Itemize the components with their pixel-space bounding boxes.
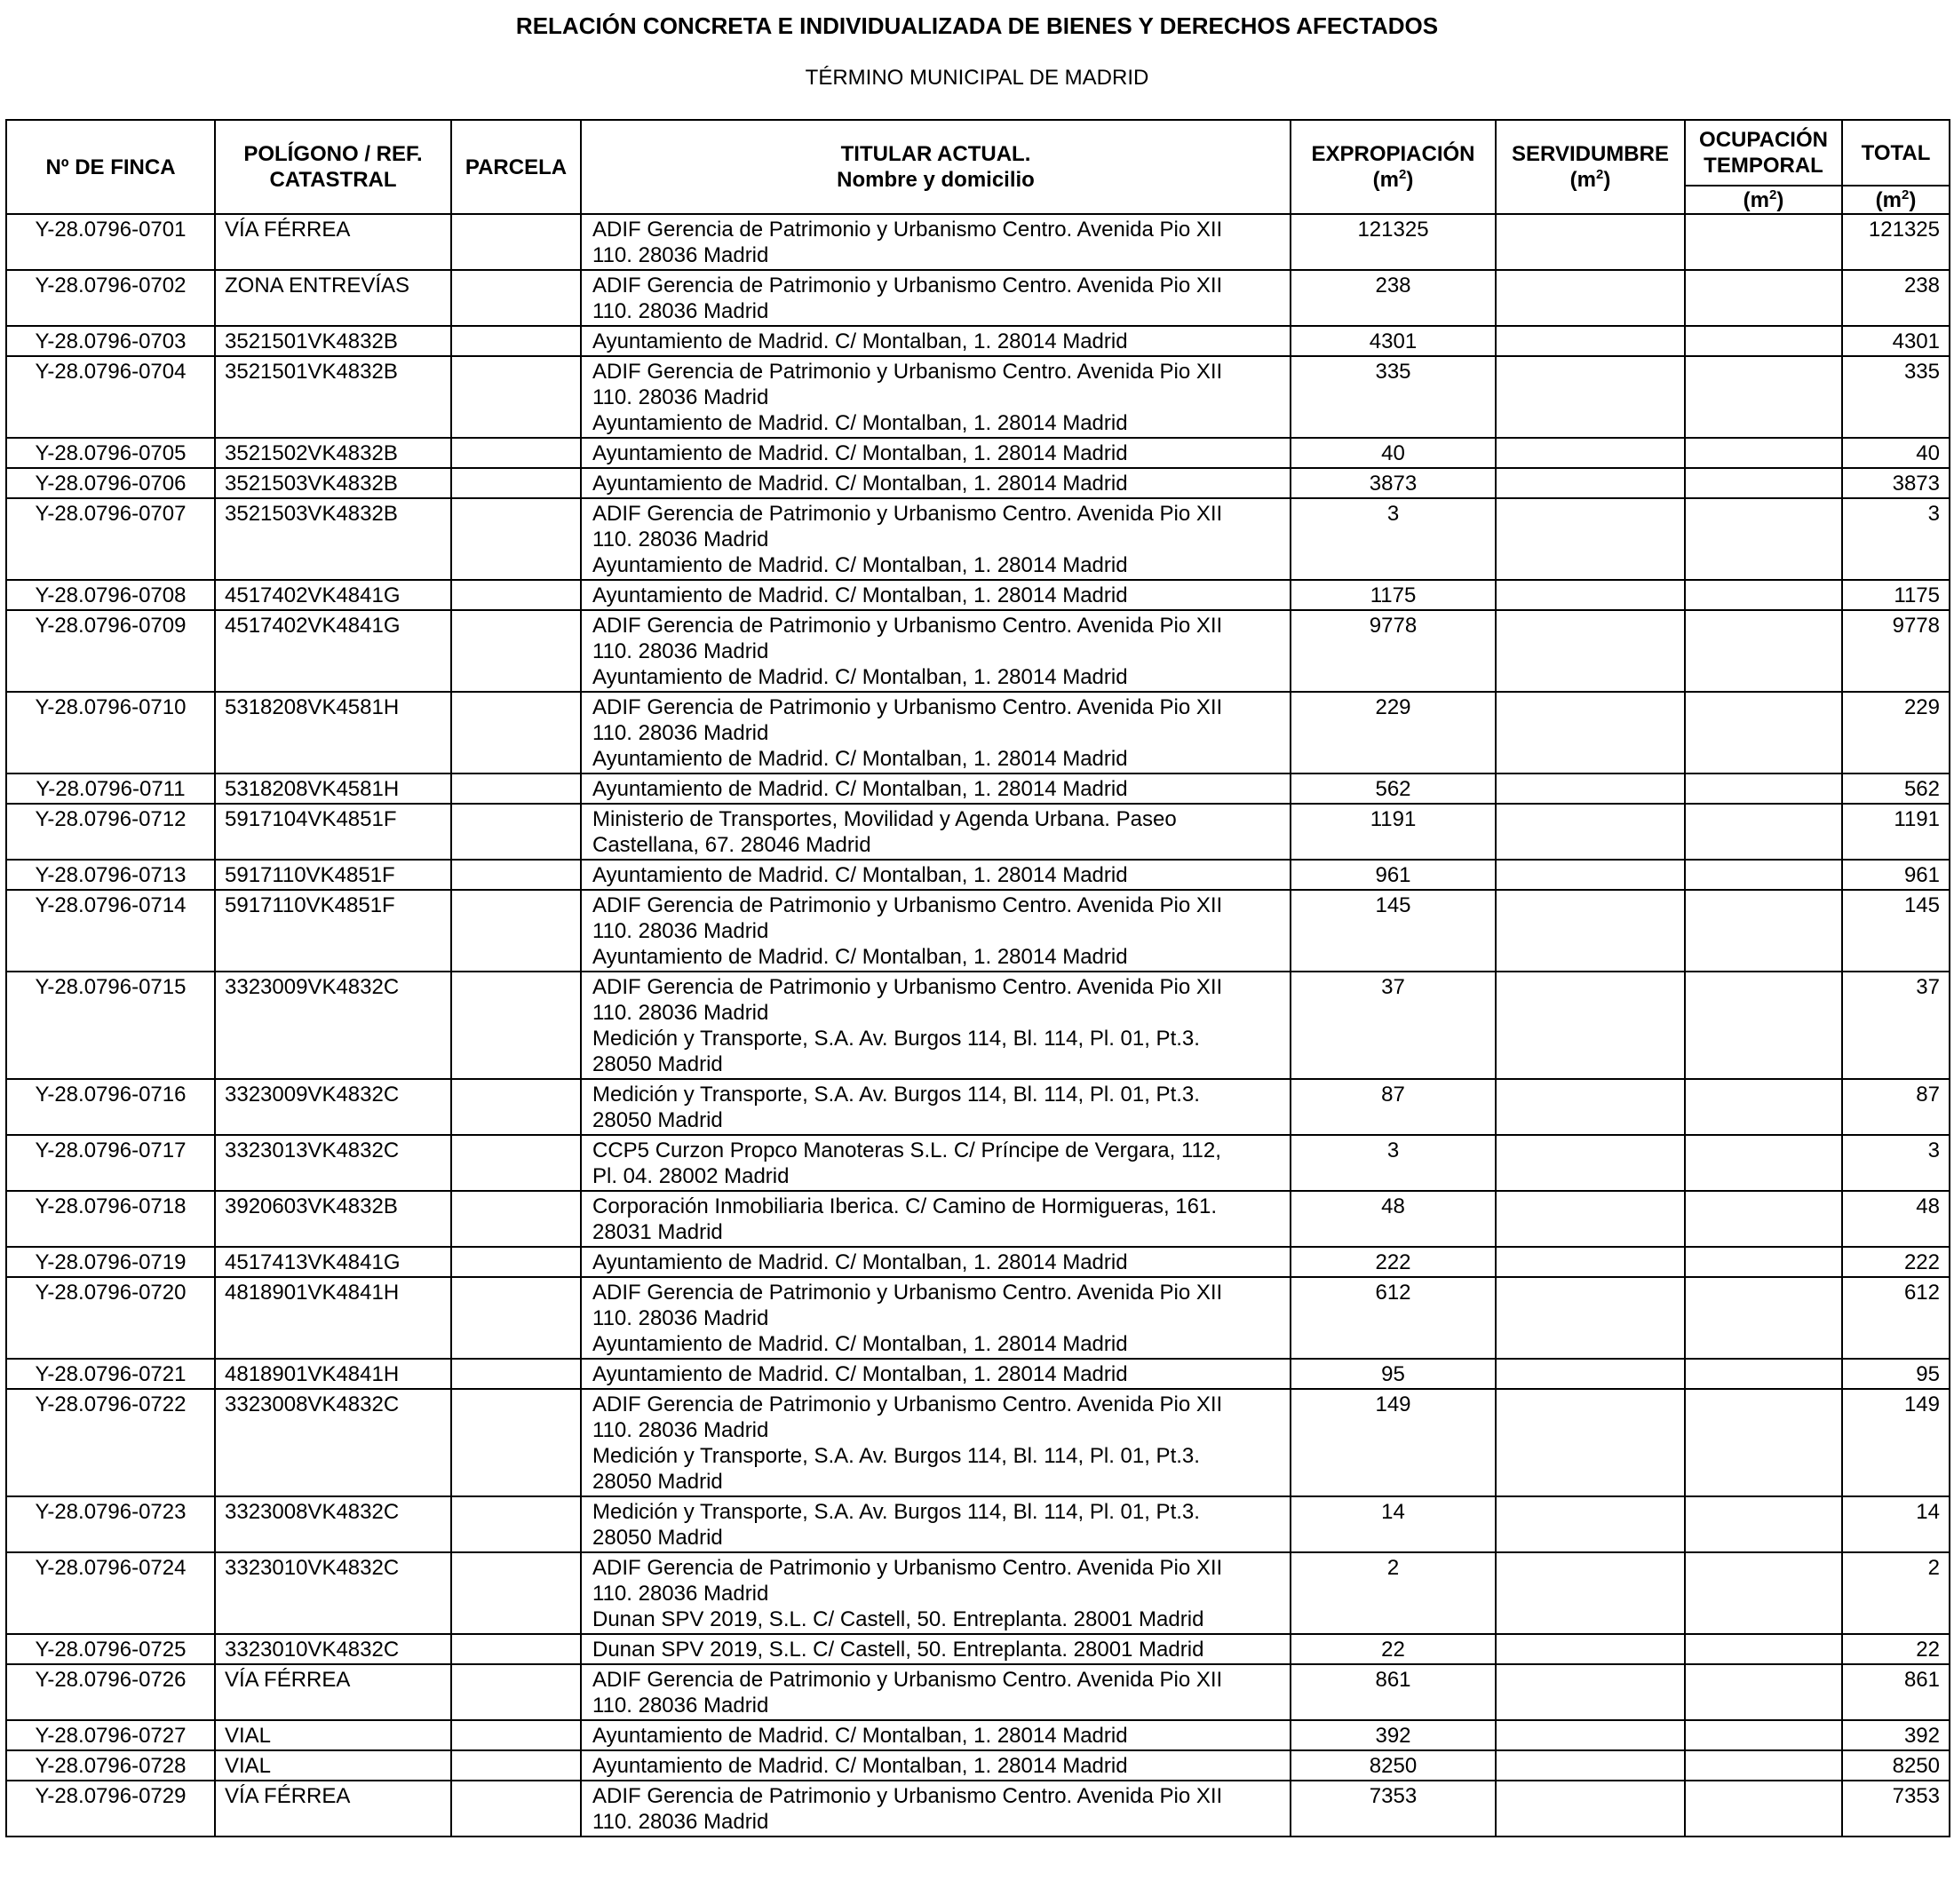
cell-servidumbre	[1496, 468, 1685, 498]
cell-servidumbre	[1496, 692, 1685, 774]
cell-total: 40	[1842, 438, 1950, 468]
table-row	[6, 774, 1950, 804]
cell-poligono: 3323010VK4832C	[215, 1634, 451, 1664]
cell-total: 335	[1842, 356, 1950, 438]
cell-expropiacion: 7353	[1291, 1781, 1496, 1837]
cell-parcela	[451, 1781, 581, 1837]
cell-parcela	[451, 326, 581, 356]
cell-poligono: VIAL	[215, 1720, 451, 1750]
cell-ocupacion	[1685, 860, 1842, 890]
cell-total: 3	[1842, 498, 1950, 580]
header-total-unit: $(m^2)$	[1842, 186, 1950, 214]
table-body	[6, 214, 1950, 1837]
header-total: TOTAL	[1842, 120, 1950, 186]
cell-total: 562	[1842, 774, 1950, 804]
cell-finca: Y-28.0796-0703	[6, 326, 215, 356]
table-row	[6, 270, 1950, 326]
cell-servidumbre	[1496, 804, 1685, 860]
cell-finca: Y-28.0796-0718	[6, 1191, 215, 1247]
table-row	[6, 580, 1950, 610]
cell-finca: Y-28.0796-0714	[6, 890, 215, 972]
cell-poligono: 5917104VK4851F	[215, 804, 451, 860]
cell-poligono: 3521501VK4832B	[215, 326, 451, 356]
cell-servidumbre	[1496, 1135, 1685, 1191]
table-row	[6, 1079, 1950, 1135]
cell-total: 229	[1842, 692, 1950, 774]
cell-expropiacion: 121325	[1291, 214, 1496, 270]
cell-expropiacion: 22	[1291, 1634, 1496, 1664]
cell-servidumbre	[1496, 438, 1685, 468]
cell-titular: Medición y Transporte, S.A. Av. Burgos 114, Bl. 114, Pl. 01, Pt.3. 28050 Madrid	[581, 1079, 1291, 1135]
cell-ocupacion	[1685, 1135, 1842, 1191]
cell-titular: Dunan SPV 2019, S.L. C/ Castell, 50. Entreplanta. 28001 Madrid	[581, 1634, 1291, 1664]
cell-ocupacion	[1685, 1389, 1842, 1496]
cell-parcela	[451, 1720, 581, 1750]
page-title: RELACIÓN CONCRETA E INDIVIDUALIZADA DE BIENES Y DERECHOS AFECTADOS	[515, 12, 1439, 39]
cell-expropiacion: 1175	[1291, 580, 1496, 610]
cell-poligono: 3323008VK4832C	[215, 1496, 451, 1552]
table-row	[6, 1634, 1950, 1664]
cell-expropiacion: 87	[1291, 1079, 1496, 1135]
cell-finca: Y-28.0796-0713	[6, 860, 215, 890]
header-finca: Nº DE FINCA	[6, 120, 215, 214]
cell-finca: Y-28.0796-0709	[6, 610, 215, 692]
cell-total: 4301	[1842, 326, 1950, 356]
cell-parcela	[451, 692, 581, 774]
cell-total: 3873	[1842, 468, 1950, 498]
cell-poligono: 3323008VK4832C	[215, 1389, 451, 1496]
cell-parcela	[451, 1247, 581, 1277]
header-expropiacion: EXPROPIACIÓN $(m^2)$	[1291, 120, 1496, 214]
cell-poligono: VÍA FÉRREA	[215, 214, 451, 270]
cell-parcela	[451, 774, 581, 804]
cell-parcela	[451, 1552, 581, 1634]
cell-expropiacion: 40	[1291, 438, 1496, 468]
cell-poligono: 5917110VK4851F	[215, 890, 451, 972]
cell-ocupacion	[1685, 356, 1842, 438]
cell-parcela	[451, 1277, 581, 1359]
cell-total: 238	[1842, 270, 1950, 326]
cell-expropiacion: 37	[1291, 972, 1496, 1079]
cell-servidumbre	[1496, 326, 1685, 356]
cell-expropiacion: 238	[1291, 270, 1496, 326]
cell-titular: ADIF Gerencia de Patrimonio y Urbanismo Centro. Avenida Pio XII 110. 28036 Madrid Ayuntamiento de Madrid. C/ Montalban, 1. 28014 Madrid	[581, 356, 1291, 438]
cell-total: 612	[1842, 1277, 1950, 1359]
cell-total: 392	[1842, 1720, 1950, 1750]
cell-ocupacion	[1685, 468, 1842, 498]
cell-poligono: VIAL	[215, 1750, 451, 1781]
cell-poligono: 3521502VK4832B	[215, 438, 451, 468]
cell-parcela	[451, 890, 581, 972]
cell-expropiacion: 222	[1291, 1247, 1496, 1277]
cell-parcela	[451, 580, 581, 610]
cell-expropiacion: 4301	[1291, 326, 1496, 356]
cell-parcela	[451, 1634, 581, 1664]
cell-total: 145	[1842, 890, 1950, 972]
cell-finca: Y-28.0796-0707	[6, 498, 215, 580]
cell-parcela	[451, 1079, 581, 1135]
cell-total: 87	[1842, 1079, 1950, 1135]
cell-titular: Ayuntamiento de Madrid. C/ Montalban, 1. 28014 Madrid	[581, 860, 1291, 890]
table-row	[6, 468, 1950, 498]
cell-servidumbre	[1496, 972, 1685, 1079]
cell-finca: Y-28.0796-0722	[6, 1389, 215, 1496]
table-row	[6, 1496, 1950, 1552]
cell-parcela	[451, 214, 581, 270]
header-parcela: PARCELA	[451, 120, 581, 214]
table-row	[6, 610, 1950, 692]
cell-servidumbre	[1496, 1359, 1685, 1389]
cell-finca: Y-28.0796-0725	[6, 1634, 215, 1664]
cell-poligono: 4517402VK4841G	[215, 580, 451, 610]
table-row	[6, 438, 1950, 468]
cell-titular: ADIF Gerencia de Patrimonio y Urbanismo Centro. Avenida Pio XII 110. 28036 Madrid Medición y Transporte, S.A. Av. Burgos 114, Bl. 114, Pl. 01, Pt.3. 28050 Madrid	[581, 972, 1291, 1079]
table-row	[6, 804, 1950, 860]
cell-servidumbre	[1496, 1750, 1685, 1781]
table-row	[6, 326, 1950, 356]
cell-finca: Y-28.0796-0701	[6, 214, 215, 270]
cell-poligono: 3521503VK4832B	[215, 498, 451, 580]
affected-properties-table	[5, 119, 1950, 1837]
cell-titular: Ayuntamiento de Madrid. C/ Montalban, 1. 28014 Madrid	[581, 1750, 1291, 1781]
table-header	[6, 120, 1950, 214]
table-row	[6, 1359, 1950, 1389]
table-row	[6, 1552, 1950, 1634]
page-subtitle: TÉRMINO MUNICIPAL DE MADRID	[805, 66, 1149, 90]
cell-titular: Ministerio de Transportes, Movilidad y Agenda Urbana. Paseo Castellana, 67. 28046 Madrid	[581, 804, 1291, 860]
table-row	[6, 1247, 1950, 1277]
cell-expropiacion: 48	[1291, 1191, 1496, 1247]
cell-expropiacion: 229	[1291, 692, 1496, 774]
cell-finca: Y-28.0796-0720	[6, 1277, 215, 1359]
cell-poligono: VÍA FÉRREA	[215, 1781, 451, 1837]
cell-servidumbre	[1496, 498, 1685, 580]
cell-expropiacion: 3	[1291, 1135, 1496, 1191]
cell-poligono: 3323009VK4832C	[215, 1079, 451, 1135]
cell-finca: Y-28.0796-0706	[6, 468, 215, 498]
table-row	[6, 1720, 1950, 1750]
cell-titular: Ayuntamiento de Madrid. C/ Montalban, 1. 28014 Madrid	[581, 1247, 1291, 1277]
cell-finca: Y-28.0796-0715	[6, 972, 215, 1079]
cell-titular: CCP5 Curzon Propco Manoteras S.L. C/ Príncipe de Vergara, 112, Pl. 04. 28002 Madrid	[581, 1135, 1291, 1191]
cell-finca: Y-28.0796-0724	[6, 1552, 215, 1634]
cell-ocupacion	[1685, 1664, 1842, 1720]
cell-poligono: 4517402VK4841G	[215, 610, 451, 692]
cell-total: 7353	[1842, 1781, 1950, 1837]
cell-parcela	[451, 468, 581, 498]
cell-servidumbre	[1496, 1277, 1685, 1359]
cell-expropiacion: 145	[1291, 890, 1496, 972]
cell-titular: ADIF Gerencia de Patrimonio y Urbanismo Centro. Avenida Pio XII 110. 28036 Madrid	[581, 1781, 1291, 1837]
cell-total: 48	[1842, 1191, 1950, 1247]
cell-poligono: 5318208VK4581H	[215, 774, 451, 804]
cell-total: 2	[1842, 1552, 1950, 1634]
cell-titular: ADIF Gerencia de Patrimonio y Urbanismo Centro. Avenida Pio XII 110. 28036 Madrid Ayuntamiento de Madrid. C/ Montalban, 1. 28014 Madrid	[581, 1277, 1291, 1359]
table-row	[6, 1750, 1950, 1781]
cell-parcela	[451, 1191, 581, 1247]
cell-titular: Medición y Transporte, S.A. Av. Burgos 114, Bl. 114, Pl. 01, Pt.3. 28050 Madrid	[581, 1496, 1291, 1552]
cell-total: 121325	[1842, 214, 1950, 270]
cell-servidumbre	[1496, 610, 1685, 692]
cell-expropiacion: 14	[1291, 1496, 1496, 1552]
cell-titular: Ayuntamiento de Madrid. C/ Montalban, 1. 28014 Madrid	[581, 468, 1291, 498]
cell-parcela	[451, 610, 581, 692]
cell-ocupacion	[1685, 498, 1842, 580]
cell-parcela	[451, 804, 581, 860]
cell-expropiacion: 2	[1291, 1552, 1496, 1634]
header-ocupacion: OCUPACIÓN TEMPORAL	[1685, 120, 1842, 186]
cell-expropiacion: 149	[1291, 1389, 1496, 1496]
table-row	[6, 214, 1950, 270]
cell-finca: Y-28.0796-0719	[6, 1247, 215, 1277]
cell-titular: ADIF Gerencia de Patrimonio y Urbanismo Centro. Avenida Pio XII 110. 28036 Madrid Medición y Transporte, S.A. Av. Burgos 114, Bl. 114, Pl. 01, Pt.3. 28050 Madrid	[581, 1389, 1291, 1496]
cell-parcela	[451, 1389, 581, 1496]
cell-servidumbre	[1496, 1496, 1685, 1552]
cell-servidumbre	[1496, 890, 1685, 972]
cell-servidumbre	[1496, 356, 1685, 438]
cell-finca: Y-28.0796-0711	[6, 774, 215, 804]
cell-titular: Ayuntamiento de Madrid. C/ Montalban, 1. 28014 Madrid	[581, 1720, 1291, 1750]
cell-ocupacion	[1685, 438, 1842, 468]
cell-servidumbre	[1496, 1079, 1685, 1135]
cell-ocupacion	[1685, 270, 1842, 326]
cell-poligono: 4818901VK4841H	[215, 1359, 451, 1389]
cell-poligono: ZONA ENTREVÍAS	[215, 270, 451, 326]
cell-expropiacion: 9778	[1291, 610, 1496, 692]
cell-poligono: 4517413VK4841G	[215, 1247, 451, 1277]
table-row	[6, 1389, 1950, 1496]
cell-expropiacion: 8250	[1291, 1750, 1496, 1781]
cell-ocupacion	[1685, 214, 1842, 270]
cell-total: 22	[1842, 1634, 1950, 1664]
cell-titular: Corporación Inmobiliaria Iberica. C/ Camino de Hormigueras, 161. 28031 Madrid	[581, 1191, 1291, 1247]
cell-ocupacion	[1685, 1247, 1842, 1277]
cell-total: 961	[1842, 860, 1950, 890]
cell-servidumbre	[1496, 580, 1685, 610]
cell-expropiacion: 612	[1291, 1277, 1496, 1359]
cell-titular: ADIF Gerencia de Patrimonio y Urbanismo Centro. Avenida Pio XII 110. 28036 Madrid	[581, 214, 1291, 270]
cell-expropiacion: 392	[1291, 1720, 1496, 1750]
table-row	[6, 692, 1950, 774]
cell-poligono: 3521501VK4832B	[215, 356, 451, 438]
cell-titular: ADIF Gerencia de Patrimonio y Urbanismo Centro. Avenida Pio XII 110. 28036 Madrid Ayuntamiento de Madrid. C/ Montalban, 1. 28014 Madrid	[581, 498, 1291, 580]
cell-ocupacion	[1685, 774, 1842, 804]
cell-ocupacion	[1685, 1720, 1842, 1750]
table-row	[6, 1277, 1950, 1359]
cell-ocupacion	[1685, 972, 1842, 1079]
cell-expropiacion: 562	[1291, 774, 1496, 804]
cell-expropiacion: 961	[1291, 860, 1496, 890]
cell-servidumbre	[1496, 1664, 1685, 1720]
cell-ocupacion	[1685, 1750, 1842, 1781]
cell-ocupacion	[1685, 1277, 1842, 1359]
cell-total: 37	[1842, 972, 1950, 1079]
cell-total: 14	[1842, 1496, 1950, 1552]
cell-ocupacion	[1685, 1079, 1842, 1135]
header-poligono: POLÍGONO / REF. CATASTRAL	[215, 120, 451, 214]
cell-expropiacion: 1191	[1291, 804, 1496, 860]
cell-finca: Y-28.0796-0705	[6, 438, 215, 468]
table-row	[6, 890, 1950, 972]
cell-ocupacion	[1685, 1191, 1842, 1247]
cell-parcela	[451, 270, 581, 326]
table-row	[6, 1191, 1950, 1247]
cell-finca: Y-28.0796-0721	[6, 1359, 215, 1389]
cell-titular: ADIF Gerencia de Patrimonio y Urbanismo Centro. Avenida Pio XII 110. 28036 Madrid Ayuntamiento de Madrid. C/ Montalban, 1. 28014 Madrid	[581, 890, 1291, 972]
cell-servidumbre	[1496, 214, 1685, 270]
header-ocupacion-unit: $(m^2)$	[1685, 186, 1842, 214]
cell-finca: Y-28.0796-0717	[6, 1135, 215, 1191]
cell-finca: Y-28.0796-0704	[6, 356, 215, 438]
cell-ocupacion	[1685, 890, 1842, 972]
cell-ocupacion	[1685, 580, 1842, 610]
cell-expropiacion: 3873	[1291, 468, 1496, 498]
cell-titular: ADIF Gerencia de Patrimonio y Urbanismo Centro. Avenida Pio XII 110. 28036 Madrid	[581, 270, 1291, 326]
cell-poligono: 4818901VK4841H	[215, 1277, 451, 1359]
cell-servidumbre	[1496, 1191, 1685, 1247]
cell-poligono: 3323009VK4832C	[215, 972, 451, 1079]
cell-finca: Y-28.0796-0710	[6, 692, 215, 774]
cell-finca: Y-28.0796-0728	[6, 1750, 215, 1781]
cell-expropiacion: 335	[1291, 356, 1496, 438]
cell-finca: Y-28.0796-0712	[6, 804, 215, 860]
cell-parcela	[451, 1664, 581, 1720]
cell-ocupacion	[1685, 692, 1842, 774]
cell-parcela	[451, 972, 581, 1079]
table-row	[6, 1135, 1950, 1191]
table-row	[6, 1664, 1950, 1720]
cell-titular: Ayuntamiento de Madrid. C/ Montalban, 1. 28014 Madrid	[581, 438, 1291, 468]
table-row	[6, 1781, 1950, 1837]
cell-finca: Y-28.0796-0729	[6, 1781, 215, 1837]
cell-servidumbre	[1496, 860, 1685, 890]
cell-poligono: 3521503VK4832B	[215, 468, 451, 498]
cell-ocupacion	[1685, 326, 1842, 356]
cell-total: 222	[1842, 1247, 1950, 1277]
cell-total: 3	[1842, 1135, 1950, 1191]
cell-titular: ADIF Gerencia de Patrimonio y Urbanismo Centro. Avenida Pio XII 110. 28036 Madrid Dunan SPV 2019, S.L. C/ Castell, 50. Entreplanta. 28001 Madrid	[581, 1552, 1291, 1634]
cell-ocupacion	[1685, 804, 1842, 860]
cell-titular: Ayuntamiento de Madrid. C/ Montalban, 1. 28014 Madrid	[581, 580, 1291, 610]
cell-ocupacion	[1685, 1359, 1842, 1389]
cell-titular: ADIF Gerencia de Patrimonio y Urbanismo Centro. Avenida Pio XII 110. 28036 Madrid	[581, 1664, 1291, 1720]
cell-parcela	[451, 1359, 581, 1389]
header-titular: TITULAR ACTUAL. Nombre y domicilio	[581, 120, 1291, 214]
cell-finca: Y-28.0796-0702	[6, 270, 215, 326]
cell-servidumbre	[1496, 1634, 1685, 1664]
cell-expropiacion: 95	[1291, 1359, 1496, 1389]
cell-poligono: 3323013VK4832C	[215, 1135, 451, 1191]
cell-finca: Y-28.0796-0716	[6, 1079, 215, 1135]
cell-ocupacion	[1685, 610, 1842, 692]
cell-total: 95	[1842, 1359, 1950, 1389]
cell-servidumbre	[1496, 1720, 1685, 1750]
cell-servidumbre	[1496, 1247, 1685, 1277]
cell-titular: Ayuntamiento de Madrid. C/ Montalban, 1. 28014 Madrid	[581, 1359, 1291, 1389]
table-row	[6, 972, 1950, 1079]
cell-servidumbre	[1496, 774, 1685, 804]
table-row	[6, 860, 1950, 890]
table-row	[6, 356, 1950, 438]
cell-finca: Y-28.0796-0726	[6, 1664, 215, 1720]
cell-total: 8250	[1842, 1750, 1950, 1781]
cell-total: 1191	[1842, 804, 1950, 860]
cell-servidumbre	[1496, 1389, 1685, 1496]
cell-finca: Y-28.0796-0727	[6, 1720, 215, 1750]
table-row	[6, 498, 1950, 580]
cell-total: 1175	[1842, 580, 1950, 610]
cell-finca: Y-28.0796-0708	[6, 580, 215, 610]
cell-servidumbre	[1496, 270, 1685, 326]
cell-poligono: 3920603VK4832B	[215, 1191, 451, 1247]
cell-ocupacion	[1685, 1496, 1842, 1552]
cell-total: 9778	[1842, 610, 1950, 692]
cell-parcela	[451, 438, 581, 468]
cell-parcela	[451, 356, 581, 438]
cell-ocupacion	[1685, 1552, 1842, 1634]
cell-titular: Ayuntamiento de Madrid. C/ Montalban, 1. 28014 Madrid	[581, 774, 1291, 804]
cell-expropiacion: 3	[1291, 498, 1496, 580]
cell-poligono: 5318208VK4581H	[215, 692, 451, 774]
cell-titular: ADIF Gerencia de Patrimonio y Urbanismo Centro. Avenida Pio XII 110. 28036 Madrid Ayuntamiento de Madrid. C/ Montalban, 1. 28014 Madrid	[581, 610, 1291, 692]
header-servidumbre: SERVIDUMBRE $(m^2)$	[1496, 120, 1685, 214]
cell-parcela	[451, 860, 581, 890]
cell-expropiacion: 861	[1291, 1664, 1496, 1720]
cell-poligono: VÍA FÉRREA	[215, 1664, 451, 1720]
cell-ocupacion	[1685, 1781, 1842, 1837]
cell-titular: ADIF Gerencia de Patrimonio y Urbanismo Centro. Avenida Pio XII 110. 28036 Madrid Ayuntamiento de Madrid. C/ Montalban, 1. 28014 Madrid	[581, 692, 1291, 774]
cell-total: 149	[1842, 1389, 1950, 1496]
cell-servidumbre	[1496, 1781, 1685, 1837]
cell-parcela	[451, 1750, 581, 1781]
cell-ocupacion	[1685, 1634, 1842, 1664]
cell-finca: Y-28.0796-0723	[6, 1496, 215, 1552]
cell-parcela	[451, 1135, 581, 1191]
cell-total: 861	[1842, 1664, 1950, 1720]
cell-poligono: 3323010VK4832C	[215, 1552, 451, 1634]
cell-servidumbre	[1496, 1552, 1685, 1634]
cell-titular: Ayuntamiento de Madrid. C/ Montalban, 1. 28014 Madrid	[581, 326, 1291, 356]
cell-poligono: 5917110VK4851F	[215, 860, 451, 890]
cell-parcela	[451, 1496, 581, 1552]
cell-parcela	[451, 498, 581, 580]
